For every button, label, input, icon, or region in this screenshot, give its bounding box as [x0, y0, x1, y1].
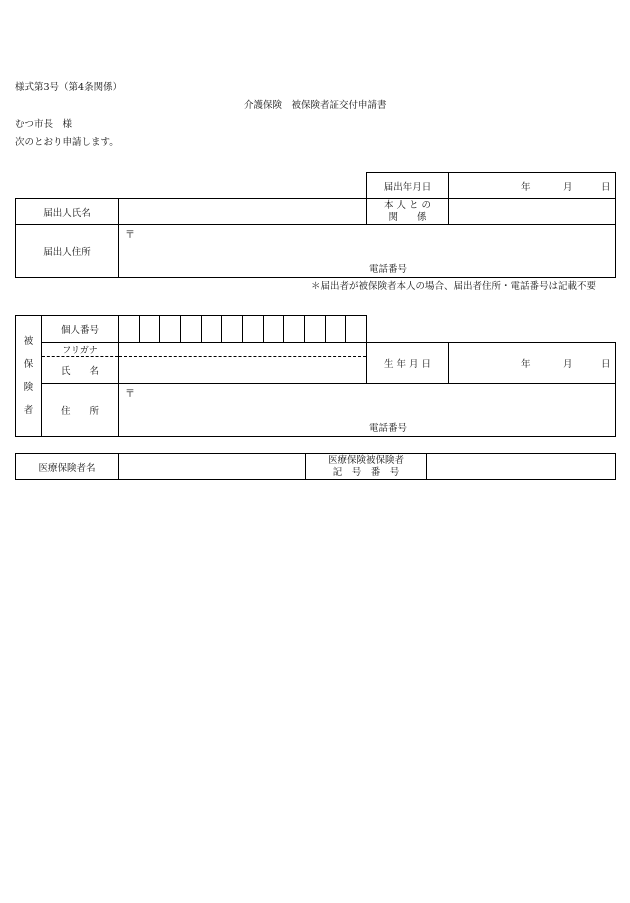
insured-postal-mark: 〒	[125, 389, 135, 400]
digit-box[interactable]	[222, 316, 243, 342]
personal-number-field[interactable]	[119, 316, 367, 343]
notification-date-field[interactable]	[449, 173, 616, 199]
notifier-name-field[interactable]	[119, 199, 367, 225]
digit-box[interactable]	[202, 316, 223, 342]
notifier-table	[15, 198, 616, 278]
insured-person-table	[15, 315, 616, 437]
form-number: 様式第3号（第4条関係）	[15, 82, 123, 93]
digit-box[interactable]	[243, 316, 264, 342]
medical-insured-number-field[interactable]	[427, 454, 616, 480]
digit-box[interactable]	[140, 316, 161, 342]
relation-label	[367, 199, 449, 225]
notifier-address-label: 届出人住所	[16, 225, 119, 278]
digit-box[interactable]	[264, 316, 285, 342]
birth-date-label: 生 年 月 日	[367, 343, 449, 384]
form-title: 介護保険 被保険者証交付申請書	[244, 100, 387, 111]
notifier-address-field[interactable]	[119, 225, 616, 278]
notification-date-table	[366, 172, 616, 199]
relation-label-line1: 本 人 と の	[383, 199, 432, 211]
digit-box[interactable]	[160, 316, 181, 342]
digit-box[interactable]	[181, 316, 202, 342]
date-day-unit: 日	[601, 181, 611, 193]
insured-phone-label: 電話番号	[369, 423, 408, 434]
notifier-phone-label: 電話番号	[369, 264, 408, 275]
birth-year-unit: 年	[521, 359, 531, 370]
insured-address-label: 住 所	[42, 384, 119, 437]
relation-field[interactable]	[449, 199, 616, 225]
insured-name-field[interactable]	[119, 357, 367, 384]
side-char-4: 者	[23, 405, 34, 416]
insured-address-field[interactable]	[119, 384, 616, 437]
intro-text: 次のとおり申請します。	[15, 137, 119, 148]
digit-box[interactable]	[305, 316, 326, 342]
relation-label-line2: 関 係	[388, 211, 427, 223]
digit-box[interactable]	[326, 316, 347, 342]
side-char-3: 険	[23, 382, 34, 393]
postal-mark: 〒	[125, 230, 135, 241]
notifier-note: ＊届出者が被保険者本人の場合、届出者住所・電話番号は記載不要	[311, 281, 597, 292]
birth-month-unit: 月	[563, 359, 573, 370]
date-year-unit: 年	[521, 181, 531, 193]
notifier-name-label: 届出人氏名	[16, 199, 119, 225]
insured-name-label: 氏 名	[42, 357, 119, 384]
date-month-unit: 月	[563, 181, 573, 193]
addressee: むつ市長 様	[15, 119, 73, 130]
birth-day-unit: 日	[601, 359, 611, 370]
digit-box[interactable]	[346, 316, 366, 342]
medical-insured-label-line1: 医療保険被保険者	[327, 454, 404, 466]
side-char-1: 被	[23, 336, 34, 347]
medical-insurer-label: 医療保険者名	[16, 454, 119, 480]
personal-number-label: 個人番号	[42, 316, 119, 343]
digit-box[interactable]	[284, 316, 305, 342]
birth-date-field[interactable]	[449, 343, 616, 384]
insured-side-label	[16, 316, 42, 437]
medical-insurance-table	[15, 453, 616, 480]
side-char-2: 保	[23, 359, 34, 370]
medical-insured-number-label	[306, 454, 427, 480]
medical-insured-label-line2: 記 号 番 号	[332, 466, 400, 478]
digit-box[interactable]	[119, 316, 140, 342]
blank-area	[367, 316, 616, 343]
furigana-field[interactable]	[119, 343, 367, 357]
furigana-label: フリガナ	[42, 343, 119, 357]
notification-date-label: 届出年月日	[367, 173, 449, 199]
medical-insurer-field[interactable]	[119, 454, 306, 480]
